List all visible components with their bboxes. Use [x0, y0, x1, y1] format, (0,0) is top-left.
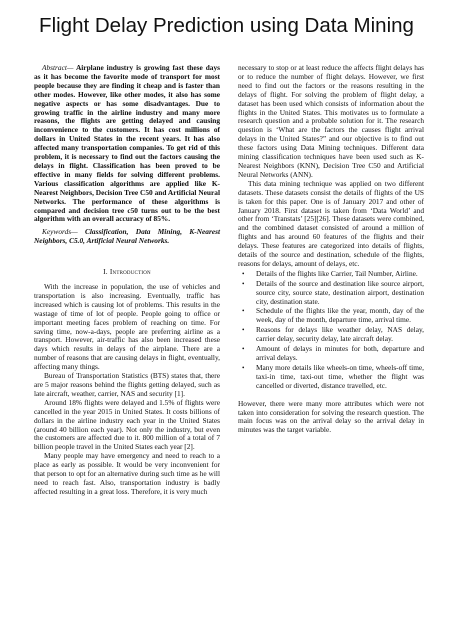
keywords-lead: Keywords— — [42, 227, 78, 237]
bullet-icon: • — [242, 345, 245, 354]
abstract-text: Airplane industry is growing fast these days as it has become the favorite mode of transport for most people because they are finding it cheap and is faster than other modes. However, like other modes, it also has some negative aspects or has some disadvantages. Due to growing traffic in the airline industry and many more reasons, the flights are getting delayed and causing inconvenience to the customers. It has cost millions of dollars in United States in the recent years. It has also affected many transportation companies. To get rid of this problem, it is necessary to find out the factors causing the delays in flight. Classification has been proved to be effective in many fields for solving different problems. Various classification algorithms are applied like K-Nearest Neighbors, Decision Tree C50 and Artificial Neural Networks. The performance of these algorithms is compared and decision tree c50 turns out to be the best algorithm with an overall accuracy of 85%. — [34, 63, 220, 224]
section-heading-introduction: I. Introduction — [103, 267, 151, 277]
feature-list — [238, 270, 424, 391]
bullet-icon: • — [242, 307, 245, 316]
list-item: • Details of the source and destination like source airport, source city, source state, destination airport, destination city, destination state. — [242, 278, 424, 306]
right-paragraph-3: However, there were many more attributes which were not taken into consideration for solving the research question. The main focus was on the arrival delay so the arrival delay in minutes was the target variable. — [238, 398, 424, 435]
intro-paragraph-1: With the increase in population, the use of vehicles and transportation is also increasing. Eventually, traffic has increased which is causing lot of problems. This results in the wastage of time of lot of people. People going to office or important meeting faces problem of reaching on time. For saving time, now-a-days, people are preferring airline as a transport. However, air-traffic has also been increased these days which results in delays of the airplane. There are a number of reasons that are causing delays in flight, eventually, affecting many things. — [34, 282, 220, 372]
list-item: • Reasons for delays like weather delay, NAS delay, carrier delay, security delay, late aircraft delay. — [242, 325, 424, 344]
right-paragraph-2: This data mining technique was applied on two different datasets. These datasets consist the details of flights of the US is taken for this paper. One is of January 2017 and other of January 2018. First dataset is taken from ‘Data World’ and other from ‘Transtats’ [25][26]. These datasets were combined, and the combined dataset consisted of around a million of flights and has around 60 features of the flights and their delays. These features are categorized into details of flights, details of the source and destination, schedule of the flights, reasons for delays, amount of delays, etc. — [238, 178, 424, 268]
right-column — [238, 64, 424, 435]
abstract — [34, 64, 220, 224]
bullet-icon: • — [242, 269, 245, 278]
bullet-icon: • — [242, 279, 245, 288]
intro-paragraph-4: Many people may have emergency and need to reach to a place as early as possible. It would be very inconvenient for that person to opt for an alternative during such time as he will need to reach fast. Also, transportation industry is badly affected resulting in a great loss. Therefore, it is very much — [34, 451, 220, 496]
left-column — [34, 64, 220, 497]
list-item: • Many more details like wheels-on time, wheels-off time, taxi-in time, taxi-out time, whether the flight was cancelled or diverted, distance travelled, etc. — [242, 362, 424, 390]
keywords — [34, 228, 220, 246]
abstract-lead: Abstract— — [42, 63, 74, 72]
paper-title: Flight Delay Prediction using Data Mining — [39, 14, 414, 37]
right-paragraph-1: necessary to stop or at least reduce the affects flight delays has or to reduce the number of flight delays. However, we first need to find out the factors or the reasons resulting in the delays of flight. For solving the problem of flight delay, a dataset has been used which consists of information about the flights in the United States. This motivates us to formulate a research question and a probable solution for it. The research question is ‘What are the factors the causes flight arrival delays in the United States?” and our objective is to find out these factors using Data Mining techniques. Different data mining classification techniques have been used such as K-Nearest Neighbors (KNN), Decision Tree C50 and Artificial Neural Networks (ANN). — [238, 63, 424, 179]
list-item: • Amount of delays in minutes for both, departure and arrival delays. — [242, 344, 424, 362]
intro-paragraph-2: Bureau of Transportation Statistics (BTS) states that, there are 5 major reasons behind the flights getting delayed, such as late aircraft, weather, carrier, NAS and security [1]. — [34, 371, 220, 398]
list-item: • Details of the flights like Carrier, Tail Number, Airline. — [242, 268, 418, 278]
keywords-text: Classification, Data Mining, K-Nearest Neighbors, C5.0, Artificial Neural Networks. — [34, 227, 220, 246]
intro-paragraph-3: Around 18% flights were delayed and 1.5% of flights were cancelled in the year 2015 in United States. It costs billions of dollars in the airline industry each year in the United States (around 40 billion each year). Not only the industry, but even the customers are affected due to it. 800 million of a total of 7 billion people travel in the United States each year [2]. — [34, 397, 220, 452]
list-item: • Schedule of the flights like the year, month, day of the week, day of the month, departure time, arrival time. — [242, 306, 424, 325]
bullet-icon: • — [242, 363, 245, 372]
bullet-icon: • — [242, 326, 245, 335]
